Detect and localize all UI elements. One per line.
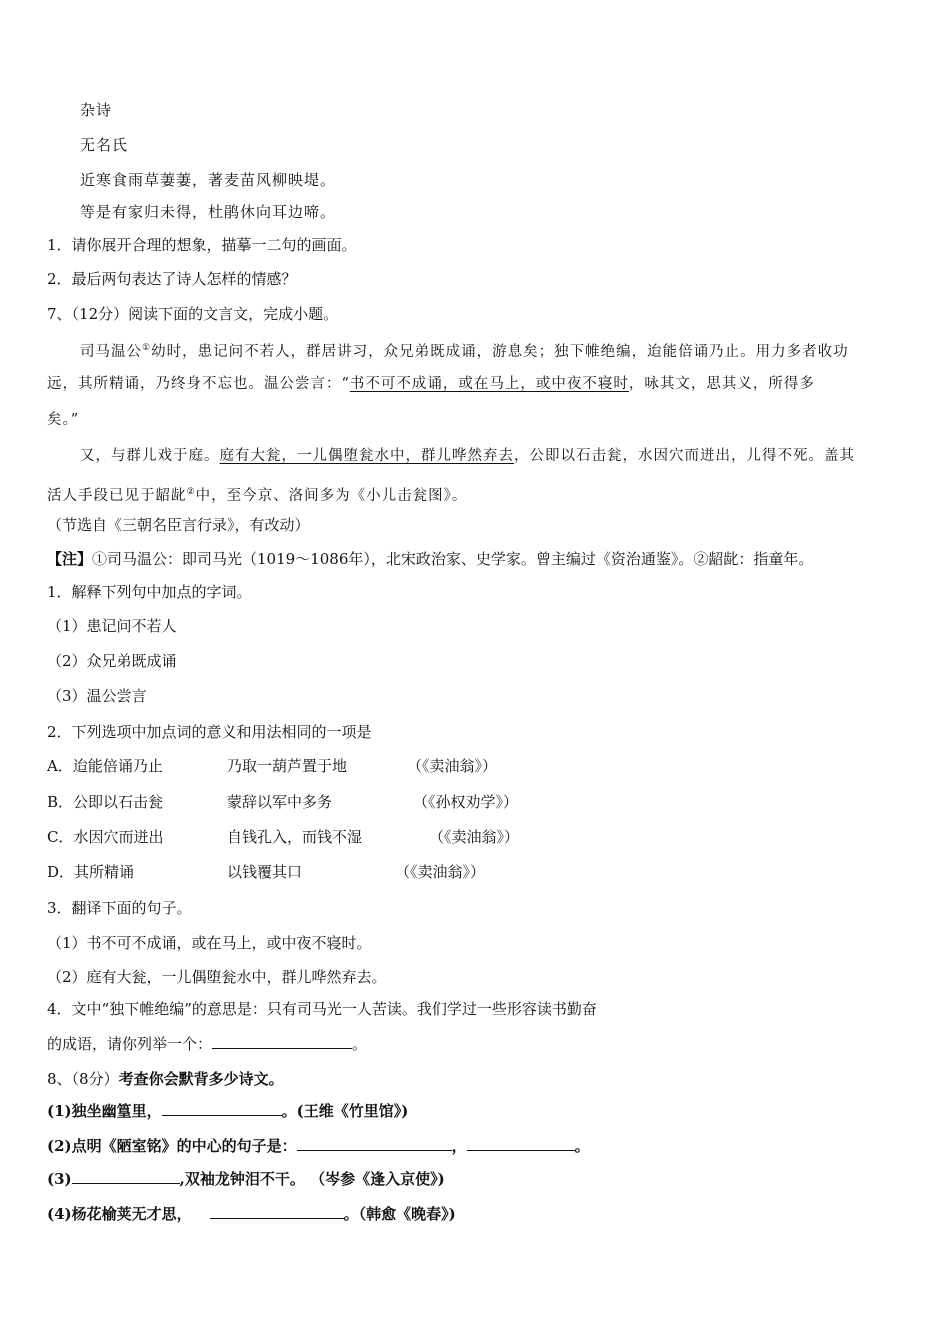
- option-source: （《孙权劝学》）: [413, 793, 519, 811]
- q7-sub3-item-2: （2）庭有大瓮，一儿偶堕瓮水中，群儿哗然弃去。: [47, 968, 387, 986]
- answer-blank[interactable]: [467, 1136, 575, 1151]
- q8-item-4: [47, 1204, 456, 1224]
- q7-sub1-item-1: （1）患记问不若人: [47, 617, 177, 635]
- note-label: 【注】: [47, 550, 93, 568]
- passage-text: 远，其所精诵，乃终身不忘也。温公尝言：“: [47, 376, 350, 392]
- recite-text: 。（韩愈《晚春》): [343, 1205, 456, 1223]
- recite-text: ，: [451, 1137, 467, 1155]
- poem-title: 杂诗: [80, 101, 113, 119]
- underlined-sentence: 庭有大瓮，一儿偶堕瓮水中，群儿哗然弃去: [219, 448, 514, 464]
- q7-option-d: [47, 862, 567, 882]
- recite-text: 。(王维《竹里馆》): [281, 1102, 409, 1120]
- recite-text: (4)杨花榆荚无才思，: [47, 1205, 192, 1223]
- answer-blank[interactable]: [297, 1136, 452, 1151]
- passage-text: 中，至今京、洛间多为《小儿击瓮图》。: [195, 487, 468, 504]
- poem-question-1: 1．请你展开合理的想象，描摹一二句的画面。: [47, 236, 357, 254]
- option-compare: 蒙辞以军中多务: [227, 793, 333, 811]
- answer-blank[interactable]: [162, 1101, 282, 1116]
- q8-header: [47, 1069, 284, 1089]
- answer-blank[interactable]: [72, 1169, 180, 1184]
- q7-source: （节选自《三朝名臣言行录》，有改动）: [47, 516, 310, 534]
- q8-number: 8、（8分）: [47, 1070, 119, 1088]
- q8-item-1: [47, 1101, 408, 1121]
- poem-author: 无名氏: [80, 136, 129, 154]
- recite-text: 。: [574, 1137, 590, 1155]
- q8-item-3: [47, 1169, 445, 1189]
- recite-text: ,双袖龙钟泪不干。 （岑参《逢入京使》): [179, 1170, 445, 1188]
- poem-line-1: 近寒食雨草萋萋，著麦苗风柳映堤。: [80, 171, 337, 189]
- q7-sub1-item-3: （3）温公尝言: [47, 687, 147, 705]
- option-source: （《卖油翁》）: [395, 863, 486, 881]
- passage-text: ，咏其文，思其义，所得多: [628, 376, 815, 392]
- q7-sub4-line-2: [47, 1034, 367, 1054]
- passage-text: 司马温公: [80, 343, 142, 360]
- passage-text: 幼时，患记问不若人，群居讲习，众兄弟既成诵，游息矣；独下帷绝编，迨能倍诵乃止。用力多者收功: [151, 343, 849, 360]
- q8-title: 考查你会默背多少诗文。: [118, 1070, 284, 1088]
- underlined-sentence: 书不可不成诵，或在马上，或中夜不寝时: [349, 376, 629, 392]
- poem-line-2: 等是有家归未得，杜鹃休向耳边啼。: [80, 203, 337, 221]
- q7-option-c: [47, 827, 567, 847]
- option-compare: 乃取一葫芦置于地: [227, 757, 348, 775]
- q7-passage-line-3: 矣。”: [47, 412, 80, 428]
- q7-sub1-stem: 1．解释下列句中加点的字词。: [47, 583, 252, 601]
- q7-passage-line-1: [80, 338, 849, 362]
- footnote-mark: ①: [142, 343, 152, 353]
- q7-header: 7、（12分）阅读下面的文言文，完成小题。: [47, 305, 339, 323]
- option-label: B．公即以石击瓮: [47, 793, 164, 811]
- footnote-mark: ②: [186, 487, 196, 497]
- passage-text: ，公即以石击瓮，水因穴而迸出，儿得不死。盖其: [514, 448, 855, 464]
- q8-item-2: [47, 1136, 590, 1156]
- q7-passage-line-5: [47, 482, 467, 506]
- q7-note: [47, 549, 813, 569]
- recite-text: (2)点明《陋室铭》的中心的句子是：: [47, 1137, 297, 1155]
- q7-passage-line-2: [47, 374, 815, 394]
- option-compare: 自钱孔入，而钱不湿: [227, 828, 363, 846]
- q7-sub4-line-1: 4．文中“独下帷绝编”的意思是：只有司马光一人苦读。我们学过一些形容读书勤奋: [47, 1000, 597, 1018]
- q7-option-b: [47, 792, 567, 812]
- note-text: ①司马温公：即司马光（1019～1086年），北宋政治家、史学家。曾主编过《资治通鉴》。②龆龀：指童年。: [92, 550, 814, 568]
- q7-sub2-stem: 2．下列选项中加点词的意义和用法相同的一项是: [47, 723, 372, 741]
- option-source: （《卖油翁》）: [429, 828, 520, 846]
- q7-sub3-item-1: （1）书不可不成诵，或在马上，或中夜不寝时。: [47, 934, 372, 952]
- q7-sub3-stem: 3．翻译下面的句子。: [47, 899, 192, 917]
- sub4-end: 。: [352, 1035, 368, 1053]
- recite-text: (3): [47, 1170, 72, 1188]
- answer-blank[interactable]: [212, 1034, 352, 1049]
- q7-passage-line-4: [80, 446, 855, 466]
- passage-text: 又，与群儿戏于庭。: [80, 448, 220, 464]
- poem-question-2: 2．最后两句表达了诗人怎样的情感？: [47, 270, 297, 288]
- answer-blank[interactable]: [210, 1204, 344, 1219]
- q7-sub1-item-2: （2）众兄弟既成诵: [47, 652, 177, 670]
- option-label: D．其所精诵: [47, 863, 135, 881]
- sub4-prompt: 的成语，请你列举一个：: [47, 1035, 213, 1053]
- option-label: C．水因穴而迸出: [47, 828, 164, 846]
- recite-text: (1)独坐幽篁里，: [47, 1102, 162, 1120]
- option-label: A．迨能倍诵乃止: [47, 757, 163, 775]
- option-source: （《卖油翁》）: [407, 757, 498, 775]
- passage-text: 活人手段已见于龆龀: [47, 487, 187, 504]
- q7-option-a: [47, 756, 567, 776]
- option-compare: 以钱覆其口: [227, 863, 303, 881]
